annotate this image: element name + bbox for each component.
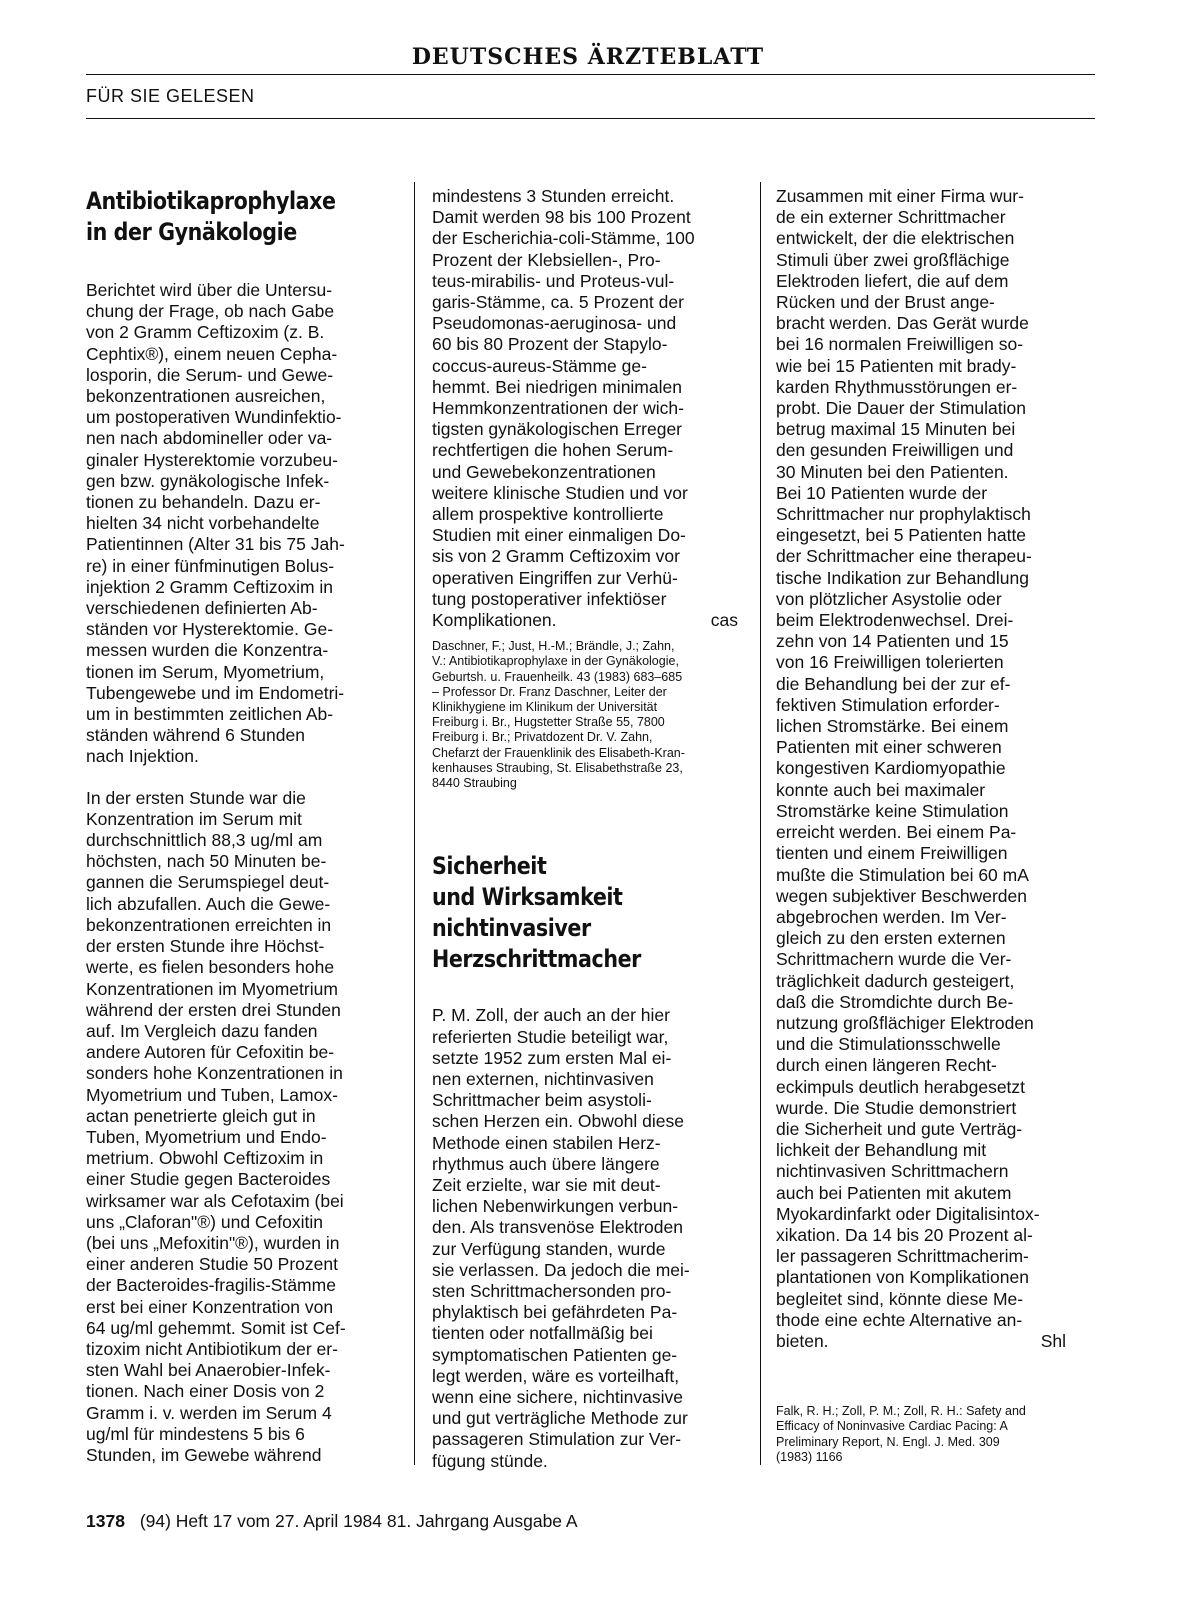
- text-line: Rücken und der Brust ange-: [776, 292, 995, 313]
- text-line: 64 ug/ml gehemmt. Somit ist Cef-: [86, 1317, 346, 1338]
- text-line: nen nach abdomineller oder va-: [86, 428, 333, 449]
- text-line: höchsten, nach 50 Minuten be-: [86, 851, 327, 872]
- text-line: Hemmkonzentrationen der wich-: [432, 398, 684, 419]
- issue-details: (94) Heft 17 vom 27. April 1984 81. Jahrgang Ausgabe A: [139, 1511, 578, 1531]
- text-line: lich abzufallen. Auch die Gewe-: [86, 893, 331, 914]
- text-line: setzte 1952 zum ersten Mal ei-: [432, 1047, 672, 1068]
- text-line: bei 16 normalen Freiwilligen so-: [776, 334, 1024, 355]
- text-line: verschiedenen definierten Ab-: [86, 598, 318, 619]
- text-line: tische Indikation zur Behandlung: [776, 567, 1029, 588]
- text-line: Patientinnen (Alter 31 bis 75 Jah-: [86, 534, 345, 555]
- text-line: re) in einer fünfminutigen Bolus-: [86, 555, 335, 576]
- text-line: tionen zu behandeln. Dazu er-: [86, 492, 321, 513]
- text-line: weitere klinische Studien und vor: [432, 482, 688, 503]
- reference-line: kenhauses Straubing, St. Elisabethstraße 23,: [432, 760, 683, 775]
- text-line: thode eine echte Alternative an-: [776, 1309, 1023, 1330]
- text-line: gleich zu den ersten externen: [776, 928, 1006, 949]
- text-line: konnte auch bei maximaler: [776, 779, 986, 800]
- text-line: actan penetrierte gleich gut in: [86, 1105, 316, 1126]
- article-2-closing-line: [776, 1331, 1066, 1352]
- text-line: die Sicherheit und gute Verträg-: [776, 1118, 1023, 1139]
- text-line: losporin, die Serum- und Gewe-: [86, 364, 334, 385]
- text-line: ler passageren Schrittmacherim-: [776, 1246, 1029, 1267]
- reference-line: Freiburg i. Br.; Privatdozent Dr. V. Zahn,: [432, 730, 653, 745]
- text-line: Tubengewebe und im Endometri-: [86, 682, 345, 703]
- column-divider: [414, 182, 415, 1465]
- text-line: injektion 2 Gramm Ceftizoxim in: [86, 576, 334, 597]
- text-line: plantationen von Komplikationen: [776, 1267, 1029, 1288]
- text-line: In der ersten Stunde war die: [86, 787, 306, 808]
- text-line: mindestens 3 Stunden erreicht.: [432, 186, 675, 206]
- text-line: eckimpuls deutlich herabgesetzt: [776, 1076, 1026, 1097]
- text-line: de ein externer Schrittmacher: [776, 207, 1006, 228]
- text-line: um in bestimmten zeitlichen Ab-: [86, 704, 334, 725]
- page-number: 1378: [86, 1511, 125, 1531]
- masthead: DEUTSCHES ÄRZTEBLATT: [411, 44, 765, 70]
- text-line: 60 bis 80 Prozent der Stapylo-: [432, 334, 668, 355]
- text-line: sten Schrittmachersonden pro-: [432, 1280, 672, 1301]
- text-line: hielten 34 nicht vorbehandelte: [86, 513, 320, 534]
- text-line: probt. Die Dauer der Stimulation: [776, 398, 1026, 419]
- text-line: (bei uns „Mefoxitin"®), wurden in: [86, 1232, 340, 1253]
- article-1-continuation: [432, 186, 738, 610]
- text-line: Myometrium und Tuben, Lamox-: [86, 1084, 338, 1105]
- reference-line: Freiburg i. Br., Hugstetter Straße 55, 7800: [432, 715, 665, 730]
- text-line: passageren Stimulation zur Ver-: [432, 1429, 682, 1450]
- top-rule: [86, 74, 1095, 75]
- text-line: auf. Im Vergleich dazu fanden: [86, 1020, 318, 1041]
- column-1: [86, 186, 386, 1466]
- title-line: und Wirksamkeit: [432, 883, 623, 912]
- text-line: ständen vor Hysterektomie. Ge-: [86, 619, 334, 640]
- text-line: xikation. Da 14 bis 20 Prozent al-: [776, 1224, 1033, 1245]
- text-line: bracht werden. Das Gerät wurde: [776, 313, 1029, 334]
- text-line: nen externen, nichtinvasiven: [432, 1068, 654, 1089]
- reference-line: Efficacy of Noninvasive Cardiac Pacing: A: [776, 1419, 1008, 1434]
- article-1-title: [86, 186, 344, 248]
- text-line: tung postoperativer infektiöser: [432, 588, 667, 609]
- text-line: durch einen längeren Recht-: [776, 1055, 997, 1076]
- article-1-paragraph-1: [86, 280, 386, 768]
- text-line: Patienten mit einer schweren: [776, 737, 1002, 758]
- reference-line: Chefarzt der Frauenklinik des Elisabeth-Kran-: [432, 745, 685, 760]
- text-line: Methode einen stabilen Herz-: [432, 1132, 661, 1153]
- closing-text: Komplikationen.: [432, 610, 557, 631]
- text-line: kongestiven Kardiomyopathie: [776, 758, 1006, 779]
- text-line: Prozent der Klebsiellen-, Pro-: [432, 249, 661, 270]
- text-line: wurde. Die Studie demonstriert: [776, 1097, 1017, 1118]
- text-line: Konzentration im Serum mit: [86, 808, 302, 829]
- reference-line: (1983) 1166: [776, 1449, 843, 1464]
- text-line: bekonzentrationen erreichten in: [86, 914, 332, 935]
- text-line: tienten und einem Freiwilligen: [776, 843, 1008, 864]
- text-line: wirksamer war als Cefotaxim (bei: [86, 1190, 344, 1211]
- text-line: ständen während 6 Stunden: [86, 725, 305, 746]
- text-line: wie bei 15 Patienten mit brady-: [776, 355, 1017, 376]
- reference-line: Geburtsh. u. Frauenheilk. 43 (1983) 683–685: [432, 669, 683, 684]
- text-line: symptomatischen Patienten ge-: [432, 1344, 678, 1365]
- reference-line: 8440 Straubing: [432, 776, 517, 791]
- text-line: tienten oder notfallmäßig bei: [432, 1323, 653, 1344]
- text-line: der Escherichia-coli-Stämme, 100: [432, 228, 695, 249]
- text-line: sonders hohe Konzentrationen in: [86, 1063, 343, 1084]
- text-line: Stimuli über zwei großflächige: [776, 249, 1010, 270]
- text-line: Pseudomonas-aeruginosa- und: [432, 313, 677, 334]
- text-line: andere Autoren für Cefoxitin be-: [86, 1042, 335, 1063]
- text-line: karden Rhythmusstörungen er-: [776, 376, 1018, 397]
- text-line: beim Elektrodenwechsel. Drei-: [776, 610, 1014, 631]
- text-line: Elektroden liefert, die auf dem: [776, 270, 1009, 291]
- text-line: ug/ml für mindestens 5 bis 6: [86, 1423, 305, 1444]
- text-line: Zeit erzielte, war sie mit deut-: [432, 1174, 661, 1195]
- text-line: Tuben, Myometrium und Endo-: [86, 1126, 327, 1147]
- text-line: der ersten Stunde ihre Höchst-: [86, 936, 325, 957]
- text-line: phylaktisch bei gefährdeten Pa-: [432, 1302, 678, 1323]
- text-line: garis-Stämme, ca. 5 Prozent der: [432, 292, 684, 313]
- text-line: Schrittmachern wurde die Ver-: [776, 949, 1012, 970]
- text-line: tizoxim nicht Antibiotikum der er-: [86, 1338, 338, 1359]
- text-line: der Bacteroides-fragilis-Stämme: [86, 1275, 336, 1296]
- text-line: Cephtix®), einem neuen Cepha-: [86, 343, 338, 364]
- text-line: Konzentrationen im Myometrium: [86, 978, 338, 999]
- text-line: teus-mirabilis- und Proteus-vul-: [432, 270, 675, 291]
- closing-text: bieten.: [776, 1330, 829, 1351]
- text-line: lichen Stromstärke. Bei einem: [776, 716, 1009, 737]
- text-line: fektiven Stimulation erforder-: [776, 694, 1000, 715]
- text-line: nutzung großflächiger Elektroden: [776, 1012, 1034, 1033]
- article-1-paragraph-2: [86, 788, 386, 1467]
- text-line: mußte die Stimulation bei 60 mA: [776, 864, 1029, 885]
- reference-line: Preliminary Report, N. Engl. J. Med. 309: [776, 1434, 1000, 1449]
- column-2: [432, 186, 738, 1472]
- text-line: Stunden, im Gewebe während: [86, 1444, 322, 1465]
- text-line: von 2 Gramm Ceftizoxim (z. B.: [86, 322, 325, 343]
- reference-line: – Professor Dr. Franz Daschner, Leiter der: [432, 684, 667, 699]
- text-line: den gesunden Freiwilligen und: [776, 440, 1014, 461]
- text-line: Zusammen mit einer Firma wur-: [776, 186, 1024, 206]
- text-line: lichkeit der Behandlung mit: [776, 1140, 987, 1161]
- title-line: Herzschrittmacher: [432, 945, 641, 974]
- article-1-reference: [432, 639, 738, 791]
- text-line: allem prospektive kontrollierte: [432, 504, 664, 525]
- text-line: um postoperativen Wundinfektio-: [86, 407, 342, 428]
- column-3: [776, 186, 1098, 1465]
- text-line: den. Als transvenöse Elektroden: [432, 1217, 683, 1238]
- section-label: FÜR SIE GELESEN: [86, 86, 255, 106]
- text-line: träglichkeit dadurch gesteigert,: [776, 970, 1015, 991]
- text-line: operativen Eingriffen zur Verhü-: [432, 567, 678, 588]
- text-line: eingesetzt, bei 5 Patienten hatte: [776, 525, 1027, 546]
- text-line: erst bei einer Konzentration von: [86, 1296, 334, 1317]
- text-line: ginaler Hysterektomie vorzubeu-: [86, 449, 338, 470]
- section-rule: [86, 118, 1095, 119]
- text-line: die Behandlung bei der zur ef-: [776, 673, 1011, 694]
- text-line: coccus-aureus-Stämme ge-: [432, 355, 647, 376]
- title-line: nichtinvasiver: [432, 914, 591, 943]
- text-line: einer anderen Studie 50 Prozent: [86, 1254, 338, 1275]
- text-line: wenn eine sichere, nichtinvasive: [432, 1386, 683, 1407]
- text-line: betrug maximal 15 Minuten bei: [776, 419, 1016, 440]
- text-line: und die Stimulationsschwelle: [776, 1034, 1001, 1055]
- text-line: abgebrochen werden. Im Ver-: [776, 906, 1007, 927]
- text-line: referierten Studie beteiligt war,: [432, 1026, 669, 1047]
- text-line: durchschnittlich 88,3 ug/ml am: [86, 830, 323, 851]
- text-line: sten Wahl bei Anaerobier-Infek-: [86, 1360, 331, 1381]
- text-line: chung der Frage, ob nach Gabe: [86, 301, 335, 322]
- text-line: einer Studie gegen Bacteroides: [86, 1169, 331, 1190]
- text-line: und gut verträgliche Methode zur: [432, 1408, 688, 1429]
- text-line: hemmt. Bei niedrigen minimalen: [432, 376, 682, 397]
- reference-line: V.: Antibiotikaprophylaxe in der Gynäkologie,: [432, 654, 679, 669]
- text-line: Bei 10 Patienten wurde der: [776, 482, 988, 503]
- text-line: entwickelt, der die elektrischen: [776, 228, 1015, 249]
- text-line: Schrittmacher nur prophylaktisch: [776, 504, 1031, 525]
- text-line: von 16 Freiwilligen tolerierten: [776, 652, 1004, 673]
- text-line: Stromstärke keine Stimulation: [776, 800, 1009, 821]
- text-line: metrium. Obwohl Ceftizoxim in: [86, 1148, 324, 1169]
- text-line: 30 Minuten bei den Patienten.: [776, 461, 1009, 482]
- text-line: P. M. Zoll, der auch an der hier: [432, 1005, 670, 1026]
- text-line: uns „Claforan"®) und Cefoxitin: [86, 1211, 323, 1232]
- text-line: Studien mit einer einmaligen Do-: [432, 525, 686, 546]
- text-line: und Gewebekonzentrationen: [432, 461, 656, 482]
- text-line: erreicht werden. Bei einem Pa-: [776, 822, 1017, 843]
- text-line: der Schrittmacher eine therapeu-: [776, 546, 1032, 567]
- text-line: rhythmus auch übere längere: [432, 1153, 660, 1174]
- page-footer: [86, 1511, 578, 1532]
- text-line: nach Injektion.: [86, 746, 199, 767]
- reference-line: Klinikhygiene im Klinikum der Universität: [432, 700, 658, 715]
- column-divider: [760, 182, 761, 1465]
- text-line: Myokardinfarkt oder Digitalisintox-: [776, 1203, 1040, 1224]
- text-line: tionen im Serum, Myometrium,: [86, 661, 325, 682]
- text-line: sie verlassen. Da jedoch die mei-: [432, 1259, 690, 1280]
- text-line: rechtfertigen die hohen Serum-: [432, 440, 674, 461]
- text-line: lichen Nebenwirkungen verbun-: [432, 1196, 679, 1217]
- author-signature: cas: [710, 610, 738, 631]
- text-line: legt werden, wäre es vorteilhaft,: [432, 1365, 680, 1386]
- text-line: Damit werden 98 bis 100 Prozent: [432, 207, 691, 228]
- text-line: begleitet sind, könnte diese Me-: [776, 1288, 1024, 1309]
- text-line: tionen. Nach einer Dosis von 2: [86, 1381, 325, 1402]
- article-2-title: [432, 851, 695, 975]
- text-line: bekonzentrationen ausreichen,: [86, 386, 326, 407]
- author-signature: Shl: [1040, 1330, 1066, 1351]
- text-line: auch bei Patienten mit akutem: [776, 1182, 1012, 1203]
- text-line: während der ersten drei Stunden: [86, 999, 341, 1020]
- text-line: wegen subjektiver Beschwerden: [776, 885, 1027, 906]
- article-2-reference: [776, 1404, 1098, 1465]
- text-line: werte, es fielen besonders hohe: [86, 957, 335, 978]
- title-line: in der Gynäkologie: [86, 218, 297, 246]
- title-line: Sicherheit: [432, 852, 547, 881]
- text-line: gen bzw. gynäkologische Infek-: [86, 470, 330, 491]
- text-line: tigsten gynäkologischen Erreger: [432, 419, 683, 440]
- text-line: fügung stünde.: [432, 1450, 548, 1471]
- article-2-paragraph-2: [776, 186, 1098, 1331]
- article-1-closing-line: [432, 610, 738, 631]
- text-line: Berichtet wird über die Untersu-: [86, 280, 333, 300]
- text-line: zehn von 14 Patienten und 15: [776, 631, 1009, 652]
- text-line: schen Herzen ein. Obwohl diese: [432, 1111, 684, 1132]
- reference-line: Daschner, F.; Just, H.-M.; Brändle, J.; Zahn,: [432, 639, 675, 654]
- article-2-paragraph-1: [432, 1005, 738, 1471]
- text-line: Schrittmacher beim asystoli-: [432, 1090, 652, 1111]
- text-line: sis von 2 Gramm Ceftizoxim vor: [432, 546, 680, 567]
- title-line: Antibiotikaprophylaxe: [86, 187, 336, 215]
- text-line: messen wurden die Konzentra-: [86, 640, 329, 661]
- text-line: nichtinvasiven Schrittmachern: [776, 1161, 1009, 1182]
- text-line: zur Verfügung standen, wurde: [432, 1238, 666, 1259]
- text-line: Gramm i. v. werden im Serum 4: [86, 1402, 332, 1423]
- reference-line: Falk, R. H.; Zoll, P. M.; Zoll, R. H.: Safety and: [776, 1404, 1026, 1419]
- text-line: von plötzlicher Asystolie oder: [776, 588, 1002, 609]
- text-line: daß die Stromdichte durch Be-: [776, 991, 1014, 1012]
- text-line: gannen die Serumspiegel deut-: [86, 872, 330, 893]
